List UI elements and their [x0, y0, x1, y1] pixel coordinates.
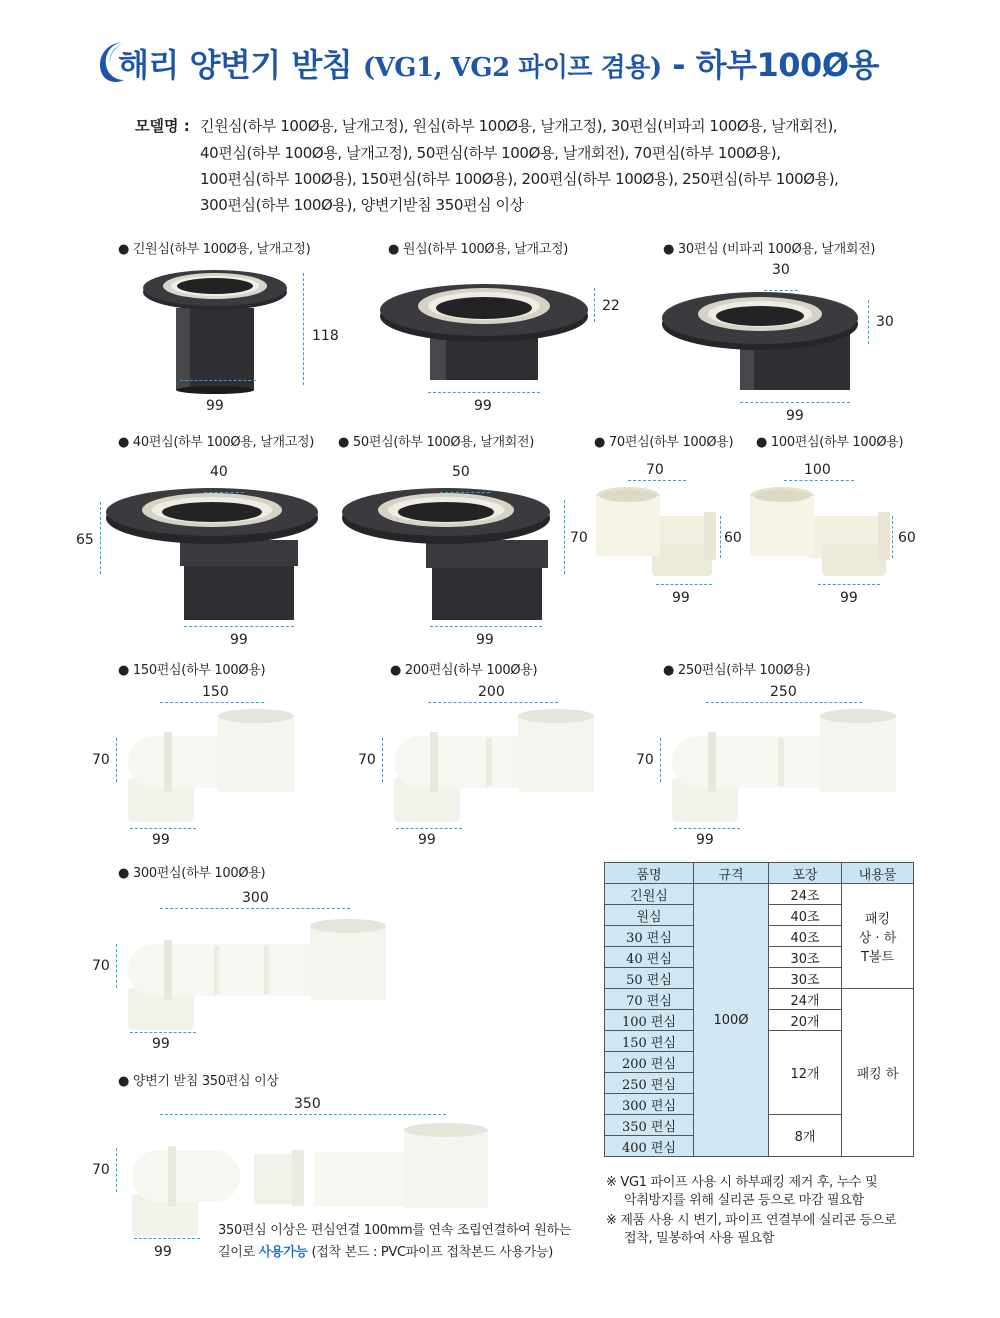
assembly-note-post: (접착 본드 : PVC파이프 접착본드 사용가능) [307, 1245, 554, 1260]
dim-line-p12-h [116, 1148, 117, 1192]
title-main: 해리 양변기 받침 [118, 46, 353, 84]
dim-p8-w: 99 [152, 832, 170, 848]
row-pack: 30조 [769, 968, 842, 989]
dim-p4-w: 99 [230, 632, 248, 648]
dim-p2-h: 22 [602, 298, 620, 314]
row-name: 30 편심 [605, 926, 694, 947]
dim-p9-h: 70 [358, 752, 376, 768]
dim-p10-w: 99 [696, 832, 714, 848]
dim-p8-off: 150 [202, 684, 229, 700]
caption-70-offset: ● 70편심(하부 100Ø용) [594, 435, 734, 450]
dim-p11-h: 70 [92, 958, 110, 974]
row-name: 350 편심 [605, 1115, 694, 1136]
product-200-offset-image [390, 708, 600, 828]
dim-line-p7-w [818, 584, 880, 585]
product-center-image [378, 270, 588, 385]
dim-p10-h: 70 [636, 752, 654, 768]
dim-p12-w: 99 [154, 1244, 172, 1260]
assembly-note [218, 1220, 571, 1264]
contents-group-1 [842, 884, 914, 989]
dim-line-p4-h [100, 502, 101, 574]
row-name: 긴원심 [605, 884, 694, 905]
row-pack: 30조 [769, 947, 842, 968]
caption-30-offset: ● 30편심 (비파괴 100Ø용, 날개회전) [663, 242, 876, 257]
row-name: 원심 [605, 905, 694, 926]
dim-p5-off: 50 [452, 464, 470, 480]
th-pack: 포장 [769, 863, 842, 884]
caption-100-offset: ● 100편심(하부 100Ø용) [756, 435, 904, 450]
model-line-4: 300편심(하부 100Ø용), 양변기받침 350편심 이상 [200, 196, 524, 214]
note-1-line-2: 악취방지를 위해 실리콘 등으로 마감 필요함 [624, 1193, 864, 1208]
dim-line-p6-off [628, 480, 686, 481]
row-name: 400 편심 [605, 1136, 694, 1157]
dim-p5-w: 99 [476, 632, 494, 648]
row-name: 70 편심 [605, 989, 694, 1010]
row-name: 50 편심 [605, 968, 694, 989]
dim-line-p5-off [440, 492, 490, 493]
dim-line-p8-w [130, 828, 196, 829]
dim-line-p5-h [564, 500, 565, 574]
caption-350-offset: ● 양변기 받침 350편심 이상 [118, 1074, 279, 1089]
assembly-note-pre: 길이로 [218, 1245, 259, 1260]
row-name: 150 편심 [605, 1031, 694, 1052]
dim-line-p6-h [720, 516, 721, 558]
dim-p9-w: 99 [418, 832, 436, 848]
row-name: 250 편심 [605, 1073, 694, 1094]
product-70-offset-image [594, 484, 724, 584]
product-300-offset-image [124, 916, 394, 1034]
dim-line-p10-h [660, 738, 661, 782]
title-paren: (VG1, VG2 파이프 겸용) [362, 53, 662, 83]
dim-p7-h: 60 [898, 530, 916, 546]
dim-line-p11-off [160, 908, 350, 909]
product-150-offset-image [124, 708, 304, 828]
dim-line-p11-w [130, 1032, 196, 1033]
dim-line-p3-off [764, 290, 798, 291]
assembly-note-line-2 [218, 1242, 571, 1264]
caption-200-offset: ● 200편심(하부 100Ø용) [390, 663, 538, 678]
product-40-offset-image [104, 488, 324, 628]
th-contents: 내용물 [842, 863, 914, 884]
row-name: 300 편심 [605, 1094, 694, 1115]
row-pack: 40조 [769, 926, 842, 947]
model-label: 모델명 : [135, 117, 190, 135]
row-pack: 12개 [769, 1031, 842, 1115]
spec-value: 100Ø [694, 884, 769, 1157]
product-250-offset-image [668, 708, 898, 828]
caption-40-offset: ● 40편심(하부 100Ø용, 날개고정) [118, 435, 315, 450]
product-long-center-image [140, 268, 300, 393]
model-line-1: 긴원심(하부 100Ø용, 날개고정), 원심(하부 100Ø용, 날개고정), 30편심(비파괴 100Ø용, 날개회전), [200, 117, 838, 135]
dim-line-p5-w [430, 626, 542, 627]
dim-p4-off: 40 [210, 464, 228, 480]
dim-line-p9-h [382, 738, 383, 782]
assembly-note-highlight: 사용가능 [258, 1245, 308, 1260]
dim-p12-h: 70 [92, 1162, 110, 1178]
row-pack: 20개 [769, 1010, 842, 1031]
caption-50-offset: ● 50편심(하부 100Ø용, 날개회전) [338, 435, 535, 450]
row-pack: 40조 [769, 905, 842, 926]
th-name: 품명 [605, 863, 694, 884]
table-header-row [605, 863, 914, 884]
dim-line-p6-w [656, 584, 712, 585]
caption-250-offset: ● 250편심(하부 100Ø용) [663, 663, 811, 678]
dim-p9-off: 200 [478, 684, 505, 700]
contents-group-2: 패킹 하 [842, 989, 914, 1157]
dim-line-p10-off [706, 702, 862, 703]
row-name: 40 편심 [605, 947, 694, 968]
note-2-line-2: 접착, 밀봉하여 사용 필요함 [624, 1231, 775, 1246]
row-pack: 8개 [769, 1115, 842, 1157]
dim-line-p8-off [160, 702, 264, 703]
dim-p6-h: 60 [724, 530, 742, 546]
dim-line-p1-w [180, 380, 256, 381]
dim-p11-w: 99 [152, 1036, 170, 1052]
caption-300-offset: ● 300편심(하부 100Ø용) [118, 866, 266, 881]
row-name: 100 편심 [605, 1010, 694, 1031]
dim-line-p3-w [740, 402, 850, 403]
table-row [605, 884, 914, 905]
caption-150-offset: ● 150편심(하부 100Ø용) [118, 663, 266, 678]
dim-p3-w: 99 [786, 408, 804, 424]
title-suffix: - 하부100Ø용 [672, 46, 879, 84]
dim-line-p2-h [594, 288, 595, 322]
dim-line-p7-h [892, 516, 893, 558]
caption-long-center: ● 긴원심(하부 100Ø용, 날개고정) [118, 242, 311, 257]
row-name: 200 편심 [605, 1052, 694, 1073]
dim-p7-w: 99 [840, 590, 858, 606]
dim-p3-off: 30 [772, 262, 790, 278]
spec-table [604, 862, 914, 1157]
product-50-offset-image [340, 488, 560, 628]
dim-line-p12-w [134, 1238, 200, 1239]
dim-line-p1-h [303, 273, 304, 385]
dim-p2-w: 99 [474, 398, 492, 414]
contents1-line-3: T볼트 [860, 949, 895, 965]
caption-center: ● 원심(하부 100Ø용, 날개고정) [388, 242, 569, 257]
dim-line-p9-off [428, 702, 558, 703]
dim-p8-h: 70 [92, 752, 110, 768]
dim-line-p2-w [428, 392, 540, 393]
dim-line-p7-off [784, 480, 854, 481]
dim-p1-w: 99 [206, 398, 224, 414]
th-spec: 규격 [694, 863, 769, 884]
dim-line-p4-w [184, 626, 294, 627]
dim-p10-off: 250 [770, 684, 797, 700]
page-title [118, 40, 879, 86]
dim-line-p10-w [674, 828, 740, 829]
contents1-line-1: 패킹 [864, 911, 891, 927]
dim-line-p9-w [396, 828, 462, 829]
dim-p1-h: 118 [312, 328, 339, 344]
dim-p12-off: 350 [294, 1096, 321, 1112]
dim-p4-h: 65 [76, 532, 94, 548]
dim-line-p4-off [204, 492, 244, 493]
dim-p6-w: 99 [672, 590, 690, 606]
dim-line-p12-off [160, 1114, 446, 1115]
dim-p6-off: 70 [646, 462, 664, 478]
product-100-offset-image [748, 484, 898, 584]
dim-p3-h: 30 [876, 314, 894, 330]
dim-line-p11-h [116, 944, 117, 988]
row-pack: 24조 [769, 884, 842, 905]
dim-p7-off: 100 [804, 462, 831, 478]
note-1-line-1: ※ VG1 파이프 사용 시 하부패킹 제거 후, 누수 및 [606, 1175, 878, 1190]
assembly-note-line-1: 350편심 이상은 편심연결 100mm를 연속 조립연결하여 원하는 [218, 1223, 571, 1238]
note-2-line-1: ※ 제품 사용 시 변기, 파이프 연결부에 실리콘 등으로 [606, 1213, 897, 1228]
dim-p5-h: 70 [570, 530, 588, 546]
model-line-2: 40편심(하부 100Ø용, 날개고정), 50편심(하부 100Ø용, 날개회전), 70편심(하부 100Ø용), [200, 144, 781, 162]
model-line-3: 100편심(하부 100Ø용), 150편심(하부 100Ø용), 200편심(하부 100Ø용), 250편심(하부 100Ø용), [200, 170, 839, 188]
dim-line-p8-h [116, 738, 117, 782]
dim-line-p3-h [868, 300, 869, 344]
contents1-line-2: 상 · 하 [858, 930, 897, 946]
row-pack: 24개 [769, 989, 842, 1010]
dim-p11-off: 300 [242, 890, 269, 906]
product-30-offset-image [660, 278, 860, 398]
